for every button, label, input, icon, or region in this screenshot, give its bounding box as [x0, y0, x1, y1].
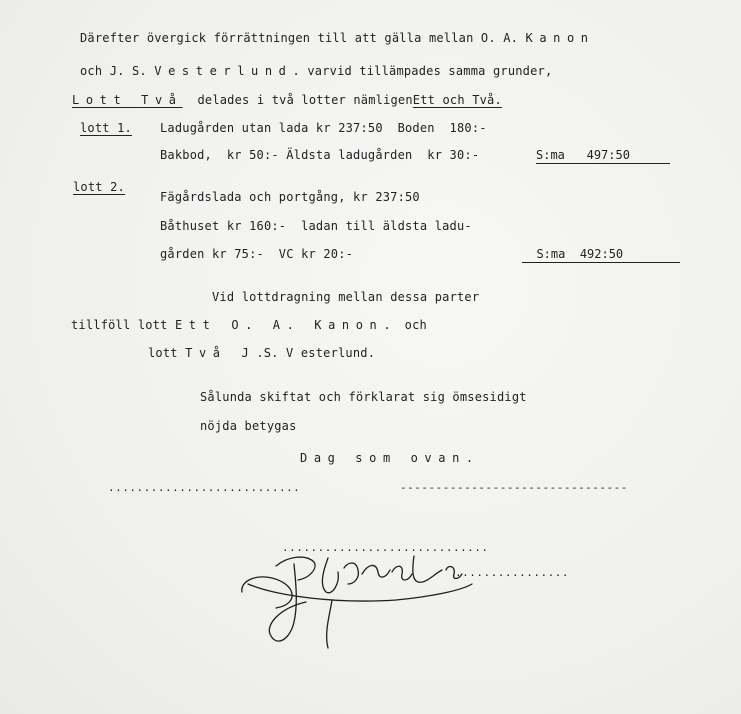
draw-heading: Vid lottdragning mellan dessa parter: [212, 290, 480, 304]
draw-row-2-lot: Två: [185, 346, 227, 360]
lott2-row-2: Båthuset kr 160:- ladan till äldsta ladu-: [160, 219, 472, 233]
lott1-label: lott 1.: [80, 121, 132, 135]
intro-line-2-text: och J. S.: [80, 64, 147, 78]
lott2-sum-label: S:ma: [536, 247, 566, 261]
draw-row-2: [148, 346, 375, 360]
handwritten-signature: [236, 544, 476, 654]
closing-line-1: Sålunda skiftat och förklarat sig ömsesidigt: [200, 390, 527, 404]
signature-line-right: --------------------------------: [400, 481, 628, 494]
lot-two-heading: Lott Två: [72, 93, 183, 107]
lott1-row-2: Bakbod, kr 50:- Äldsta ladugården kr 30:-: [160, 148, 480, 162]
name-vesterlund: Vesterlund: [154, 64, 293, 78]
lott1-sum: [536, 148, 670, 164]
intro-line-1-text: Därefter övergick förrättningen till att gälla mellan O. A.: [80, 31, 519, 45]
draw-row-1: [71, 318, 427, 332]
signature-line-center: .............................: [282, 541, 489, 554]
intro-line-1: [80, 31, 595, 45]
draw-row-1-lot: Ett: [174, 318, 217, 332]
name-kanon: Kanon: [525, 31, 595, 45]
lott1-sum-label: S:ma: [536, 148, 565, 162]
lott2-row-1: Fägårdslada och portgång, kr 237:50: [160, 190, 420, 204]
lott1-row-1: Ladugården utan lada kr 237:50 Boden 180:-: [160, 121, 487, 135]
intro-line-2: [80, 64, 552, 78]
intro-line-3-text: delades i två lotter nämligen: [197, 93, 413, 107]
lott1-sum-value: 497:50: [586, 148, 630, 162]
draw-row-1-prefix: tillföll lott: [71, 318, 168, 332]
signature-line-left: ...........................: [108, 481, 301, 494]
intro-line-2-tail: . varvid tillämpades samma grunder,: [292, 64, 553, 78]
closing-line-2: nöjda betygas: [200, 419, 297, 433]
lott2-sum: [522, 247, 680, 263]
draw-row-2-owner: J .S. V esterlund.: [241, 346, 376, 360]
draw-row-1-suffix: och: [404, 318, 427, 332]
date-line: Dag som ovan.: [300, 451, 480, 465]
signature-line-signed: ................: [455, 566, 569, 579]
lott2-sum-value: 492:50: [579, 247, 624, 261]
lott2-row-3: gården kr 75:- VC kr 20:-: [160, 247, 354, 261]
draw-row-1-owner: O. A. Kanon.: [231, 318, 398, 332]
lots-one-and-two: Ett och Två.: [412, 93, 502, 107]
intro-line-3: [72, 93, 502, 107]
lott2-label: lott 2.: [73, 180, 125, 194]
draw-row-2-prefix: lott: [148, 346, 178, 360]
